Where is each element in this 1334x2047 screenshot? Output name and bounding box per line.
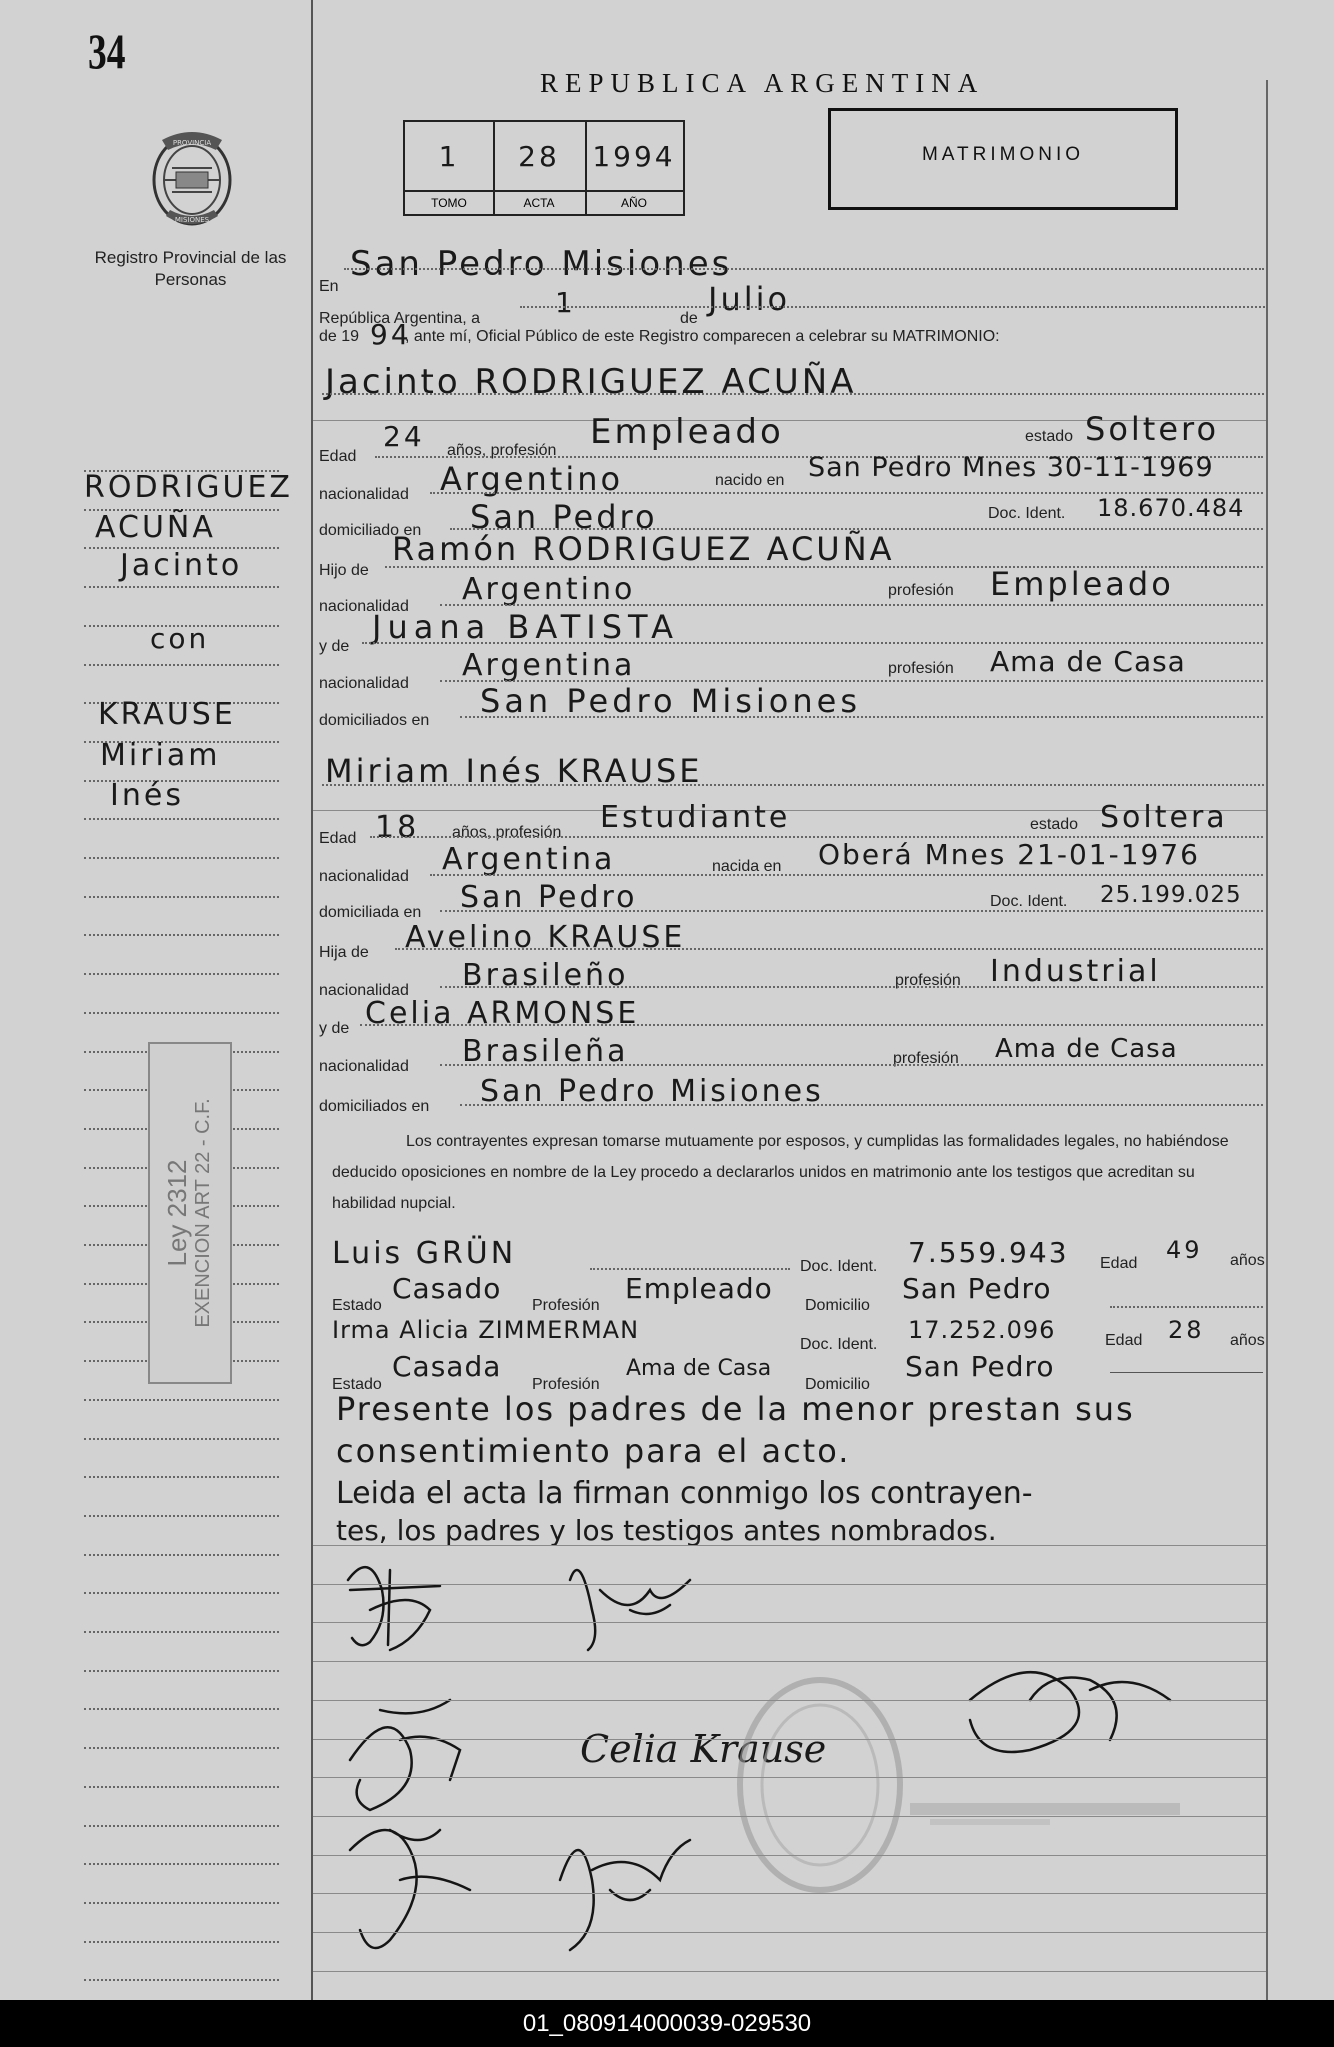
body-rule bbox=[313, 1855, 1266, 1856]
groom-profession: Empleado bbox=[590, 412, 784, 452]
margin-bride-name1: Miriam bbox=[100, 738, 221, 773]
bride-estado-label: estado bbox=[1030, 816, 1079, 833]
witness1-prof-label: Profesión bbox=[532, 1297, 600, 1314]
bride-nacida-label: nacida en bbox=[712, 858, 782, 875]
bride-father-nationality: Brasileño bbox=[462, 958, 629, 993]
margin-rule bbox=[84, 664, 279, 666]
bride-birth: Oberá Mnes 21-01-1976 bbox=[818, 838, 1200, 871]
body-rule bbox=[313, 1971, 1266, 1972]
folio-number: 34 bbox=[88, 23, 126, 79]
signature-witness bbox=[970, 1672, 1170, 1752]
groom-nac-label: nacionalidad bbox=[319, 486, 409, 503]
margin-rule bbox=[84, 586, 279, 588]
witness1-status: Casado bbox=[392, 1272, 502, 1305]
witness2-domicile: San Pedro bbox=[905, 1350, 1055, 1383]
margin-rule bbox=[84, 1979, 279, 1981]
margin-rule bbox=[84, 896, 279, 898]
ceremony-year: 94 bbox=[370, 318, 412, 351]
bride-edad-label: Edad bbox=[319, 830, 357, 847]
bride-mother-prof-label: profesión bbox=[893, 1050, 959, 1067]
scan-id-footer: 01_080914000039-029530 bbox=[0, 2000, 1334, 2047]
label-de: de bbox=[680, 310, 698, 327]
margin-rule bbox=[84, 1786, 279, 1788]
margin-firstname: Jacinto bbox=[120, 548, 243, 583]
witness2-prof-label: Profesión bbox=[532, 1376, 600, 1393]
label-en: En bbox=[319, 278, 339, 295]
bride-father: Avelino KRAUSE bbox=[405, 920, 686, 955]
ano-label: AÑO bbox=[585, 190, 683, 214]
small-ink-stamp-icon bbox=[910, 1793, 1180, 1833]
margin-rule bbox=[84, 1708, 279, 1710]
note-line-2: consentimiento para el acto. bbox=[336, 1432, 851, 1470]
bride-profession: Estudiante bbox=[600, 800, 791, 835]
bride-mother-profession: Ama de Casa bbox=[995, 1034, 1178, 1064]
bride-mother-nationality: Brasileña bbox=[462, 1034, 629, 1069]
groom-doc: 18.670.484 bbox=[1097, 494, 1245, 522]
witness1-profession: Empleado bbox=[625, 1272, 773, 1305]
groom-nacido-label: nacido en bbox=[715, 472, 785, 489]
witness1-doc-label: Doc. Ident. bbox=[800, 1258, 878, 1275]
witness2-estado-label: Estado bbox=[332, 1376, 382, 1393]
tomo-label: TOMO bbox=[405, 190, 493, 214]
groom-domicile: San Pedro bbox=[470, 498, 658, 536]
witness1-name: Luis GRÜN bbox=[332, 1236, 517, 1271]
bride-father-prof-label: profesión bbox=[895, 972, 961, 989]
witness1-estado-label: Estado bbox=[332, 1297, 382, 1314]
bride-father-profession: Industrial bbox=[990, 954, 1161, 989]
bride-parents-dom-label: domiciliados en bbox=[319, 1098, 430, 1115]
margin-bride-surname: KRAUSE bbox=[98, 697, 236, 732]
intro-text: , ante mí, Oficial Público de este Registro comparecen a celebrar su MATRIMONIO: bbox=[405, 328, 1000, 345]
margin-rule bbox=[84, 1747, 279, 1749]
ano-value: 1994 bbox=[592, 140, 676, 173]
bride-mother-nac-label: nacionalidad bbox=[319, 1058, 409, 1075]
margin-rule bbox=[84, 818, 279, 820]
groom-hijo-label: Hijo de bbox=[319, 562, 369, 579]
body-rule bbox=[313, 1932, 1266, 1933]
official-seal-icon bbox=[730, 1670, 910, 1900]
margin-rule bbox=[84, 973, 279, 975]
bride-profesion-label: años, profesión bbox=[452, 824, 562, 841]
margin-rule bbox=[84, 857, 279, 859]
witness2-doc: 17.252.096 bbox=[908, 1316, 1056, 1344]
witness2-profession: Ama de Casa bbox=[626, 1356, 772, 1381]
witness1-age: 49 bbox=[1166, 1236, 1203, 1264]
groom-name: Jacinto RODRIGUEZ ACUÑA bbox=[325, 362, 857, 402]
witness2-edad-label: Edad bbox=[1105, 1332, 1143, 1349]
witness2-dom-label: Domicilio bbox=[805, 1376, 870, 1393]
ceremony-day: 1 bbox=[555, 286, 576, 319]
record-number-box bbox=[403, 120, 685, 216]
bride-nationality: Argentina bbox=[442, 842, 616, 877]
margin-surname-2: ACUÑA bbox=[95, 510, 216, 545]
groom-age: 24 bbox=[383, 420, 425, 453]
bride-doc: 25.199.025 bbox=[1100, 882, 1242, 908]
bride-nac-label: nacionalidad bbox=[319, 868, 409, 885]
body-rule bbox=[313, 1584, 1266, 1585]
body-rule bbox=[313, 1700, 1266, 1701]
groom-doc-label: Doc. Ident. bbox=[988, 505, 1066, 522]
signature-bride bbox=[570, 1570, 690, 1650]
legal-statement: Los contrayentes expresan tomarse mutuamente por esposos, y cumplidas las formalidades legales, no habiéndose deducido oposiciones en nombre de la Ley procedo a declararlos unidos en matrimonio ante los testigos que acreditan su habilidad nupcial. bbox=[332, 1133, 1229, 1212]
margin-rule bbox=[84, 1399, 279, 1401]
acta-value: 28 bbox=[518, 140, 560, 173]
margin-rule bbox=[84, 1941, 279, 1943]
margin-rule bbox=[84, 1863, 279, 1865]
groom-birth: San Pedro Mnes 30-11-1969 bbox=[808, 452, 1214, 483]
bride-domicile: San Pedro bbox=[460, 880, 638, 915]
bride-hija-label: Hija de bbox=[319, 944, 369, 961]
groom-father-nac-label: nacionalidad bbox=[319, 598, 409, 615]
note-line-4: tes, los padres y los testigos antes nombrados. bbox=[336, 1514, 997, 1547]
margin-rule bbox=[84, 1438, 279, 1440]
witness2-name: Irma Alicia ZIMMERMAN bbox=[332, 1316, 640, 1344]
witness2-age: 28 bbox=[1168, 1316, 1205, 1344]
witness2-anos-label: años bbox=[1230, 1332, 1265, 1349]
groom-father: Ramón RODRIGUEZ ACUÑA bbox=[392, 530, 895, 568]
signature-celia: Celia Krause bbox=[580, 1727, 827, 1771]
margin-rule bbox=[84, 1592, 279, 1594]
groom-edad-label: Edad bbox=[319, 448, 357, 465]
note-line-1: Presente los padres de la menor prestan sus bbox=[336, 1390, 1135, 1428]
acta-label: ACTA bbox=[493, 190, 585, 214]
bride-mother: Celia ARMONSE bbox=[365, 996, 640, 1031]
stamp-ley-line2: EXENCION ART 22 - C.F. bbox=[192, 1098, 214, 1328]
groom-father-prof-label: profesión bbox=[888, 582, 954, 599]
margin-surname-1: RODRIGUEZ bbox=[84, 470, 293, 505]
groom-parents-domicile: San Pedro Misiones bbox=[480, 682, 862, 720]
groom-mother-nationality: Argentina bbox=[462, 648, 636, 683]
body-rule bbox=[313, 1622, 1266, 1623]
groom-estado-label: estado bbox=[1025, 428, 1074, 445]
country-title: REPUBLICA ARGENTINA bbox=[540, 68, 985, 98]
registry-name: Registro Provincial de las Personas bbox=[94, 248, 287, 289]
note-line-3: Leida el acta la firman conmigo los contrayen- bbox=[336, 1476, 1033, 1511]
groom-father-nationality: Argentino bbox=[462, 572, 636, 607]
witness1-dom-label: Domicilio bbox=[805, 1297, 870, 1314]
margin-rule bbox=[84, 1515, 279, 1517]
margin-rule bbox=[84, 1670, 279, 1672]
ceremony-place: San Pedro Misiones bbox=[350, 244, 733, 284]
ceremony-month: Julio bbox=[708, 280, 791, 318]
tomo-value: 1 bbox=[438, 140, 460, 173]
body-rule bbox=[313, 1661, 1266, 1662]
groom-father-profession: Empleado bbox=[990, 565, 1174, 603]
groom-mother-profession: Ama de Casa bbox=[990, 645, 1186, 678]
bride-parents-domicile: San Pedro Misiones bbox=[480, 1074, 824, 1109]
crest-text-top: PROVINCIA bbox=[172, 139, 212, 147]
bride-yde-label: y de bbox=[319, 1020, 350, 1037]
groom-parents-dom-label: domiciliados en bbox=[319, 712, 430, 729]
witness1-anos-label: años bbox=[1230, 1252, 1265, 1269]
groom-mother-nac-label: nacionalidad bbox=[319, 675, 409, 692]
groom-dom-label: domiciliado en bbox=[319, 522, 422, 539]
provincial-crest-icon bbox=[142, 128, 242, 238]
label-republica: República Argentina, a bbox=[319, 310, 480, 327]
margin-rule bbox=[84, 1825, 279, 1827]
label-year-prefix: de 19 bbox=[319, 328, 360, 345]
signature-parent-1 bbox=[350, 1700, 460, 1810]
body-rule bbox=[313, 1777, 1266, 1778]
witness1-doc: 7.559.943 bbox=[908, 1236, 1069, 1269]
bride-age: 18 bbox=[375, 810, 420, 845]
body-rule bbox=[313, 1739, 1266, 1740]
margin-bride-name2: Inés bbox=[110, 778, 184, 813]
margin-con: con bbox=[150, 622, 210, 655]
margin-rule bbox=[84, 934, 279, 936]
groom-status: Soltero bbox=[1085, 410, 1220, 448]
stamp-ley-line1: Ley 2312 bbox=[162, 1159, 192, 1267]
body-rule bbox=[313, 1545, 1266, 1546]
bride-status: Soltera bbox=[1100, 800, 1228, 835]
signature-mother-bride bbox=[560, 1840, 690, 1950]
bride-father-nac-label: nacionalidad bbox=[319, 982, 409, 999]
margin-rule bbox=[84, 1554, 279, 1556]
crest-text-bottom: MISIONES bbox=[174, 216, 210, 224]
witness2-doc-label: Doc. Ident. bbox=[800, 1336, 878, 1353]
groom-profesion-label: años, profesión bbox=[447, 442, 557, 459]
record-type: MATRIMONIO bbox=[921, 144, 1085, 165]
groom-nationality: Argentino bbox=[440, 460, 624, 498]
margin-rule bbox=[84, 1902, 279, 1904]
record-type-box bbox=[828, 108, 1178, 210]
margin-rule bbox=[84, 1631, 279, 1633]
groom-yde-label: y de bbox=[319, 638, 350, 655]
signature-parent-2 bbox=[350, 1830, 470, 1948]
margin-rule bbox=[84, 1012, 279, 1014]
bride-dom-label: domiciliada en bbox=[319, 904, 422, 921]
ley-exemption-stamp bbox=[148, 1042, 232, 1384]
groom-mother-prof-label: profesión bbox=[888, 660, 954, 677]
witness1-edad-label: Edad bbox=[1100, 1255, 1138, 1272]
witness1-domicile: San Pedro bbox=[902, 1272, 1052, 1305]
bride-doc-label: Doc. Ident. bbox=[990, 893, 1068, 910]
right-border bbox=[1266, 80, 1268, 2000]
bride-name: Miriam Inés KRAUSE bbox=[325, 752, 703, 790]
body-rule bbox=[313, 1893, 1266, 1894]
witness2-status: Casada bbox=[392, 1350, 502, 1383]
body-rule bbox=[313, 1816, 1266, 1817]
margin-rule bbox=[84, 1476, 279, 1478]
groom-mother: Juana BATISTA bbox=[372, 608, 679, 646]
signature-groom bbox=[348, 1567, 440, 1650]
